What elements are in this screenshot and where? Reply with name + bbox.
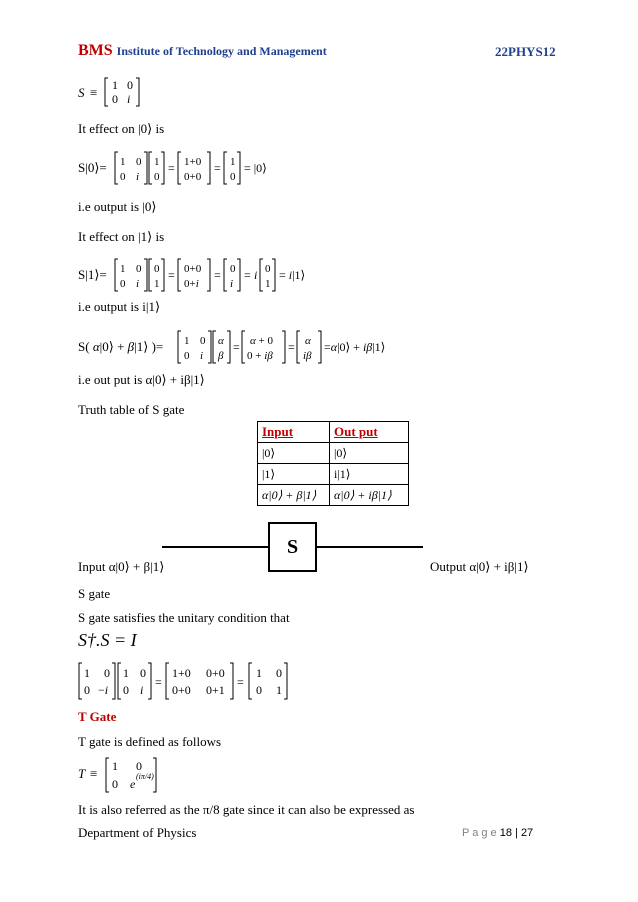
truth-title: Truth table of S gate: [78, 402, 185, 417]
bracket: [79, 663, 82, 699]
eq-lhs: S|0⟩=: [78, 160, 107, 175]
m-cell: 0: [120, 171, 126, 183]
footer-page-number: 18 | 27: [499, 827, 534, 839]
table-header-row: [258, 422, 409, 443]
s-def-lhs: S: [78, 85, 85, 100]
effect0-equation: [78, 146, 278, 193]
header-input: Input: [262, 424, 294, 439]
header-institute-name: Institute of Technology and Management: [116, 44, 327, 58]
m-cell: 0+0: [184, 171, 202, 183]
t-lhs: T: [78, 766, 86, 781]
m-cell: 0 + iβ: [247, 350, 273, 362]
m-cell: 1: [276, 683, 282, 697]
output-general: i.e out put is α|0⟩ + iβ|1⟩: [78, 372, 205, 387]
eq-sign: =: [237, 675, 244, 689]
bracket: [318, 331, 321, 363]
bracket: [249, 663, 252, 699]
m-cell: 0: [154, 263, 160, 275]
bracket: [207, 152, 210, 184]
circuit-input: Input α|0⟩ + β|1⟩: [78, 559, 165, 574]
bracket: [237, 259, 240, 291]
t-m22-base: e: [130, 777, 136, 791]
bracket: [106, 758, 109, 792]
eq-result: = |0⟩: [244, 161, 267, 175]
m-cell: 1: [154, 156, 160, 168]
m-cell: 1: [256, 666, 262, 680]
t-note: It is also referred as the π/8 gate since it can also be expressed as: [78, 802, 415, 817]
m-cell: 0: [230, 171, 236, 183]
circuit-wire-left: [162, 546, 268, 548]
effect0-label: It effect on |0⟩ is: [78, 121, 165, 136]
bracket: [260, 259, 263, 291]
table-row: [258, 464, 409, 485]
unitary-text: S gate satisfies the unitary condition that: [78, 610, 290, 625]
m-cell: 1: [84, 666, 90, 680]
header-bms: BMS: [78, 42, 113, 59]
t-def-text: T gate is defined as follows: [78, 734, 222, 749]
eq-sign: =: [244, 268, 251, 282]
m-cell: 1: [230, 156, 236, 168]
effect1-label: It effect on |1⟩ is: [78, 229, 165, 244]
m-cell: β: [218, 350, 224, 362]
eq-sign: =: [155, 675, 162, 689]
equiv-sign: ≡: [90, 766, 98, 781]
m-cell: 1: [265, 278, 271, 290]
m-cell: 0: [140, 666, 146, 680]
m-cell: 0: [184, 350, 190, 362]
equiv-sign: ≡: [90, 85, 98, 100]
m-cell: iβ: [303, 350, 312, 362]
table-cell: |0⟩: [258, 443, 330, 464]
bracket: [237, 152, 240, 184]
t-m12: 0: [136, 759, 142, 773]
footer-dept: Department of Physics: [78, 825, 197, 840]
unitary-eq: S†.S = I: [78, 630, 137, 650]
eq-result: =α|0⟩ + iβ|1⟩: [324, 340, 386, 354]
unitary-matrix-svg: [78, 658, 318, 704]
eq-lhs: S|1⟩=: [78, 267, 107, 282]
bracket: [230, 663, 233, 699]
bracket-right: [136, 78, 139, 106]
bracket: [178, 152, 181, 184]
truth-table-grid: [257, 421, 409, 506]
bracket: [149, 152, 152, 184]
bracket: [227, 331, 230, 363]
table-cell: α|0⟩ + iβ|1⟩: [330, 485, 409, 506]
m-cell: 1: [120, 263, 126, 275]
m-cell: 0+1: [206, 683, 225, 697]
truth-table: [257, 421, 409, 506]
m-cell: 0+i: [184, 278, 199, 290]
t-gate-heading: T Gate: [78, 709, 117, 724]
table-header-cell: [258, 422, 330, 443]
m-cell: α + 0: [250, 335, 273, 347]
bracket: [207, 259, 210, 291]
m-cell: 0: [256, 683, 262, 697]
m-cell: 1+0: [184, 156, 202, 168]
eq-result: = i|1⟩: [279, 268, 306, 282]
bracket: [161, 259, 164, 291]
m-cell: 0: [276, 666, 282, 680]
bracket: [144, 152, 147, 184]
m-cell: 0: [123, 683, 129, 697]
m-cell: 1: [154, 278, 160, 290]
footer-page: [462, 827, 533, 839]
circuit-caption: S gate: [78, 586, 111, 601]
table-row: [258, 443, 409, 464]
effect0-eq-svg: [78, 146, 278, 188]
effect1-equation: [78, 253, 318, 300]
m-cell: i: [140, 683, 144, 697]
m-cell: 0: [104, 666, 110, 680]
eq-sign: =: [168, 161, 175, 175]
table-cell: |1⟩: [258, 464, 330, 485]
effect1-eq-svg: [78, 253, 318, 295]
m-cell: 0: [136, 263, 142, 275]
bracket: [224, 152, 227, 184]
m-cell: 0: [120, 278, 126, 290]
s-m22: i: [127, 92, 131, 106]
s-m11: 1: [112, 78, 118, 92]
s-m12: 0: [127, 78, 133, 92]
m-cell: 0: [136, 156, 142, 168]
header-course-code: 22PHYS12: [495, 44, 556, 59]
bracket: [166, 663, 169, 699]
s-definition-matrix: [78, 74, 158, 110]
eq-sign: =: [214, 268, 221, 282]
m-cell: 1: [120, 156, 126, 168]
m-cell: i: [136, 278, 140, 290]
circuit-wire-right: [317, 546, 423, 548]
eq-sign: =: [233, 340, 240, 354]
eq-lhs: S( α|0⟩ + β|1⟩ )=: [78, 339, 164, 354]
s-m21: 0: [112, 92, 118, 106]
t-definition: [78, 754, 188, 801]
unitary-matrix-equation: [78, 658, 318, 709]
bracket: [112, 663, 115, 699]
eq-factor: i: [254, 268, 258, 282]
bracket: [118, 663, 121, 699]
m-cell: 0: [230, 263, 236, 275]
bracket: [148, 663, 151, 699]
bracket: [208, 331, 211, 363]
m-cell: 0: [84, 683, 90, 697]
m-cell: i: [136, 171, 140, 183]
bracket: [115, 152, 118, 184]
eq-sign: =: [214, 161, 221, 175]
eq-sign: =: [288, 340, 295, 354]
eq-sign: =: [168, 268, 175, 282]
output1: i.e output is i|1⟩: [78, 299, 161, 314]
bracket-left: [105, 78, 108, 106]
footer-page-label: P a g e: [462, 827, 497, 839]
m-cell: 1: [184, 335, 190, 347]
bracket: [282, 331, 285, 363]
m-cell: 0+0: [206, 666, 225, 680]
t-m21: 0: [112, 777, 118, 791]
s-definition: [78, 74, 158, 115]
m-cell: α: [218, 335, 224, 347]
bracket: [224, 259, 227, 291]
output0: i.e output is |0⟩: [78, 199, 157, 214]
table-row: [258, 485, 409, 506]
m-cell: α: [305, 335, 311, 347]
m-cell: i: [200, 350, 204, 362]
t-m22-exponent: (iπ/4): [136, 772, 154, 781]
bracket: [272, 259, 275, 291]
m-cell: −i: [98, 683, 109, 697]
bracket: [242, 331, 245, 363]
m-cell: 0: [154, 171, 160, 183]
table-cell: i|1⟩: [330, 464, 409, 485]
s-gate-box: S: [268, 522, 317, 572]
t-m11: 1: [112, 759, 118, 773]
general-equation: [78, 325, 388, 372]
m-cell: 0: [265, 263, 271, 275]
m-cell: 0+0: [184, 263, 202, 275]
m-cell: 0: [200, 335, 206, 347]
bracket: [178, 259, 181, 291]
bracket: [144, 259, 147, 291]
table-cell: α|0⟩ + β|1⟩: [258, 485, 330, 506]
m-cell: 0+0: [172, 683, 191, 697]
m-cell: 1: [123, 666, 129, 680]
bracket: [178, 331, 181, 363]
bracket: [161, 152, 164, 184]
bracket: [149, 259, 152, 291]
header-institute: [78, 42, 327, 60]
bracket: [213, 331, 216, 363]
table-header-cell: [330, 422, 409, 443]
table-cell: |0⟩: [330, 443, 409, 464]
general-eq-svg: [78, 325, 388, 367]
header-output: Out put: [334, 424, 378, 439]
m-cell: 1+0: [172, 666, 191, 680]
bracket: [284, 663, 287, 699]
circuit-output: Output α|0⟩ + iβ|1⟩: [430, 559, 529, 574]
m-cell: i: [230, 278, 234, 290]
bracket: [115, 259, 118, 291]
t-definition-matrix: [78, 754, 188, 796]
bracket: [297, 331, 300, 363]
